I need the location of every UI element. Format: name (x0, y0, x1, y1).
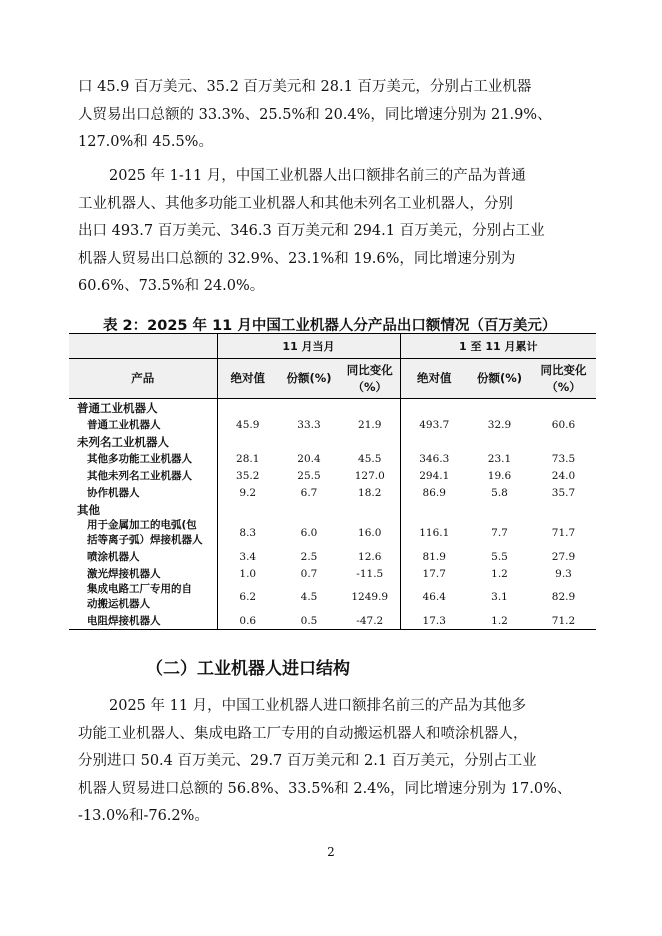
cell-abs-ytd: 294.1 (419, 469, 450, 482)
product-label: 喷涂机器人 (69, 548, 217, 565)
col-header-share-ytd: 份额(%) (476, 371, 523, 385)
col-header-product: 产品 (69, 359, 217, 399)
cell-yoy-ytd: 71.7 (551, 527, 576, 539)
paragraph-export-ytd (78, 163, 585, 301)
product-label-line: 集成电路工厂专用的自 (87, 583, 192, 595)
col-header-yoy-ytd: 同比变化 （%） (540, 362, 587, 394)
section-heading: （二）工业机器人进口结构 (146, 659, 350, 679)
cell-abs-ytd: 346.3 (419, 452, 450, 465)
text-line: 127.0%和 45.5%。 (78, 134, 213, 150)
cell-abs-ytd: 116.1 (419, 527, 450, 539)
cell-yoy-ytd: 9.3 (555, 567, 572, 580)
product-label: 其他未列名工业机器人 (69, 467, 217, 484)
cell-share-nov: 6.7 (300, 486, 318, 499)
table-row (69, 467, 596, 484)
category-row (69, 433, 596, 450)
col-header-yoy-nov: 同比变化 （%） (340, 359, 400, 399)
text-line: 机器人贸易出口总额的 32.9%、23.1%和 19.6%，同比增速分别为 (78, 250, 516, 267)
cell-share-ytd: 5.8 (491, 486, 508, 499)
cell-share-nov: 2.5 (300, 550, 318, 563)
cell-share-ytd (468, 433, 531, 450)
cell-abs-nov: 45.9 (236, 418, 260, 431)
product-label: 其他多功能工业机器人 (69, 450, 217, 467)
table-row (69, 548, 596, 565)
cell-yoy-nov: 1249.9 (340, 582, 400, 612)
cell-share-nov (278, 399, 340, 417)
cell-abs-nov: 0.6 (239, 614, 257, 627)
group-header-nov: 11 月当月 (217, 334, 400, 359)
cell-yoy-ytd: 82.9 (551, 591, 576, 603)
text-line: 2025 年 1-11 月，中国工业机器人出口额排名前三的产品为普通 (109, 168, 526, 184)
category-label: 未列名工业机器人 (69, 433, 217, 450)
cell-share-nov: 33.3 (297, 418, 321, 431)
cell-yoy-nov: 16.0 (340, 518, 400, 548)
cell-abs-nov: 35.2 (236, 469, 260, 482)
text-line: 人贸易出口总额的 33.3%、25.5%和 20.4%，同比增速分别为 21.9%、 (78, 106, 552, 123)
cell-share-nov (278, 501, 340, 518)
cell-abs-nov: 6.2 (239, 591, 257, 603)
cell-share-nov: 0.7 (300, 567, 318, 580)
cell-abs-ytd (400, 501, 468, 518)
product-label-line: 用于金属加工的电弧(包 (87, 519, 197, 531)
cell-yoy-ytd (531, 433, 596, 450)
cell-abs-nov: 1.0 (239, 567, 257, 580)
product-label (69, 518, 217, 548)
cell-abs-nov: 8.3 (239, 527, 257, 539)
product-label: 电阻焊接机器人 (69, 612, 217, 630)
cell-yoy-ytd: 35.7 (551, 486, 576, 499)
cell-yoy-ytd: 24.0 (551, 469, 576, 482)
cell-share-ytd: 1.2 (491, 567, 508, 580)
cell-abs-ytd (400, 433, 468, 450)
cell-share-nov: 20.4 (297, 452, 321, 465)
cell-share-nov (278, 433, 340, 450)
cell-yoy-ytd: 60.6 (551, 418, 576, 431)
product-label-line: 括等离子弧）焊接机器人 (87, 534, 203, 546)
cell-share-ytd (468, 501, 531, 518)
header-empty (69, 334, 217, 359)
cell-abs-nov (217, 501, 278, 518)
cell-share-nov: 0.5 (300, 614, 318, 627)
cell-share-ytd: 32.9 (487, 418, 512, 431)
product-label (69, 582, 217, 612)
cell-yoy-nov: 21.9 (340, 416, 400, 433)
col-header-share-nov: 份额(%) (286, 371, 332, 385)
cell-abs-nov: 9.2 (239, 486, 257, 499)
table-body (69, 399, 596, 630)
cell-abs-ytd (400, 399, 468, 417)
cell-share-ytd: 1.2 (491, 614, 508, 627)
table-row (69, 582, 596, 612)
text-line: 工业机器人、其他多功能工业机器人和其他未列名工业机器人，分别 (78, 195, 513, 212)
cell-yoy-nov (340, 433, 400, 450)
cell-yoy-nov: 127.0 (340, 467, 400, 484)
cell-share-nov: 6.0 (300, 527, 318, 539)
cell-abs-ytd: 46.4 (422, 591, 446, 603)
product-label-line: 动搬运机器人 (87, 598, 150, 610)
cell-share-nov: 25.5 (297, 469, 321, 482)
table-row (69, 450, 596, 467)
text-line: 分别进口 50.4 百万美元、29.7 百万美元和 2.1 百万美元，分别占工业 (78, 753, 537, 769)
col-header-abs-ytd: 绝对值 (417, 371, 452, 385)
cell-share-nov: 4.5 (300, 591, 318, 603)
table-row (69, 518, 596, 548)
category-row (69, 399, 596, 417)
cell-share-ytd: 5.5 (491, 550, 508, 563)
product-label: 激光焊接机器人 (69, 565, 217, 582)
cell-abs-nov: 3.4 (239, 550, 257, 563)
cell-yoy-nov (340, 399, 400, 417)
table-row (69, 484, 596, 501)
table-caption: 表 2：2025 年 11 月中国工业机器人分产品出口额情况（百万美元） (103, 318, 557, 334)
cell-yoy-ytd: 27.9 (551, 550, 576, 563)
cell-yoy-ytd (531, 501, 596, 518)
product-label: 普通工业机器人 (69, 416, 217, 433)
page-number: 2 (327, 845, 335, 859)
cell-share-ytd (468, 399, 531, 417)
cell-yoy-nov: -11.5 (340, 565, 400, 582)
export-table (69, 333, 596, 630)
cell-abs-nov (217, 399, 278, 417)
text-line: 60.6%、73.5%和 24.0%。 (78, 278, 265, 294)
cell-abs-ytd: 493.7 (419, 418, 450, 431)
cell-yoy-nov: -47.2 (340, 612, 400, 630)
cell-share-ytd: 19.6 (487, 469, 512, 482)
cell-share-ytd: 3.1 (491, 591, 508, 603)
text-line: 出口 493.7 百万美元、346.3 百万美元和 294.1 百万美元，分别占工业 (78, 223, 545, 239)
cell-abs-ytd: 17.3 (422, 614, 446, 627)
table-row (69, 612, 596, 630)
cell-yoy-ytd: 73.5 (551, 452, 576, 465)
group-header-ytd: 1 至 11 月累计 (459, 340, 538, 353)
text-line: 机器人贸易进口总额的 56.8%、33.5%和 2.4%，同比增速分别为 17.0%、 (78, 780, 572, 797)
text-line: 功能工业机器人、集成电路工厂专用的自动搬运机器人和喷涂机器人， (78, 725, 528, 742)
cell-share-ytd: 7.7 (491, 527, 508, 539)
category-row (69, 501, 596, 518)
cell-yoy-nov: 45.5 (340, 450, 400, 467)
cell-yoy-nov: 18.2 (340, 484, 400, 501)
cell-abs-ytd: 81.9 (422, 550, 446, 563)
col-header-abs-nov: 绝对值 (230, 371, 265, 385)
cell-abs-ytd: 86.9 (422, 486, 446, 499)
text-line: 2025 年 11 月，中国工业机器人进口额排名前三的产品为其他多 (109, 698, 527, 714)
cell-abs-nov: 28.1 (236, 452, 260, 465)
cell-yoy-nov (340, 501, 400, 518)
cell-yoy-nov: 12.6 (340, 548, 400, 565)
category-label: 其他 (69, 501, 217, 518)
product-label: 协作机器人 (69, 484, 217, 501)
cell-abs-nov (217, 433, 278, 450)
text-line: 口 45.9 百万美元、35.2 百万美元和 28.1 百万美元，分别占工业机器 (78, 79, 532, 95)
paragraph-import-nov (78, 693, 585, 831)
paragraph-export-nov (78, 74, 585, 157)
cell-abs-ytd: 17.7 (422, 567, 446, 580)
cell-share-ytd: 23.1 (487, 452, 512, 465)
category-label: 普通工业机器人 (69, 399, 217, 417)
cell-yoy-ytd (531, 399, 596, 417)
table-row (69, 416, 596, 433)
text-line: -13.0%和-76.2%。 (78, 808, 209, 824)
cell-yoy-ytd: 71.2 (551, 614, 576, 627)
table-row (69, 565, 596, 582)
